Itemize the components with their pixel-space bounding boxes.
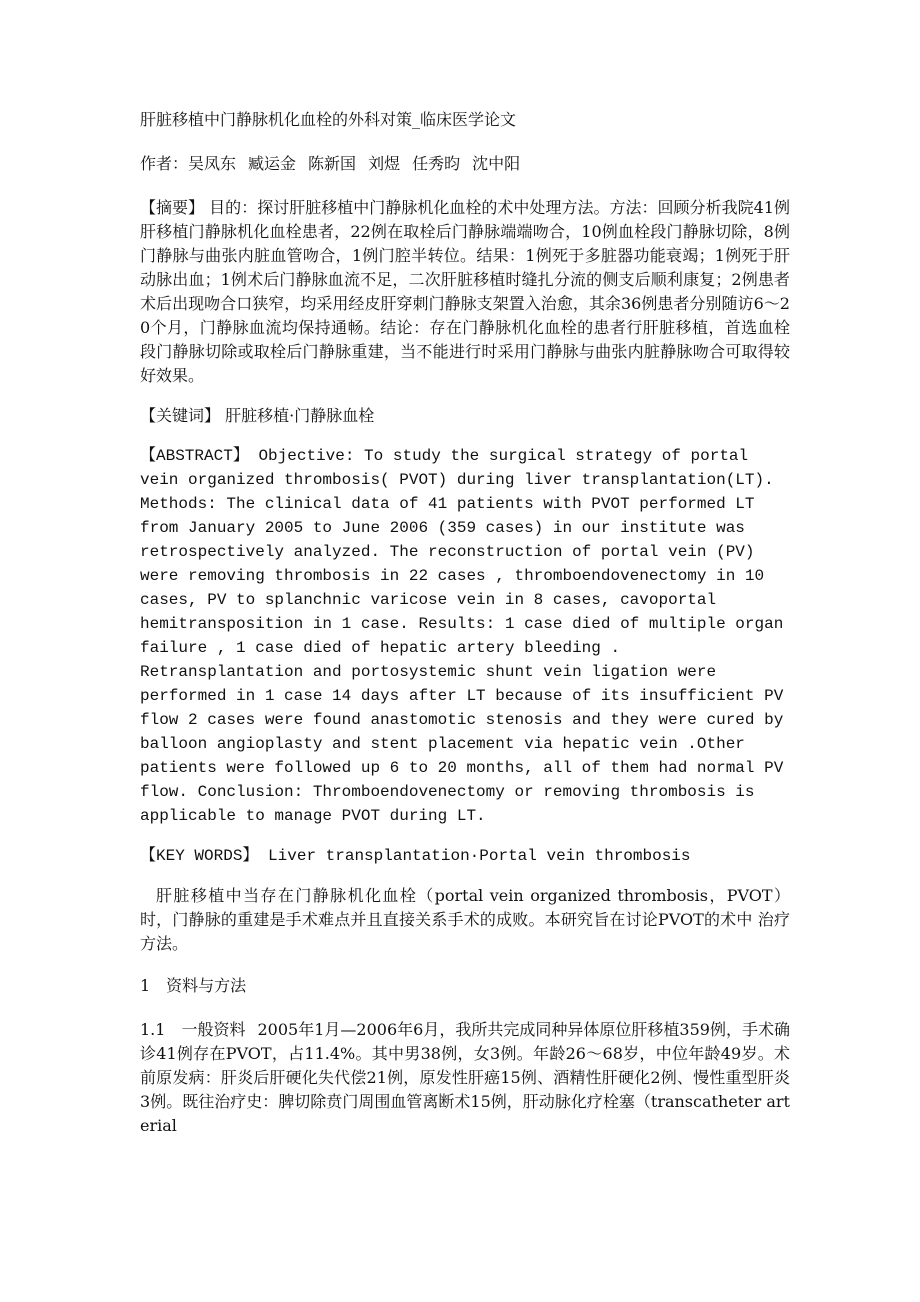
document-title: 肝脏移植中门静脉机化血栓的外科对策_临床医学论文 bbox=[140, 110, 517, 129]
keywords-en-label: 【KEY WORDS】 bbox=[140, 847, 259, 865]
author-name: 沈中阳 bbox=[472, 154, 521, 173]
keywords-en bbox=[140, 844, 790, 868]
keywords-en-text: Liver transplantation·Portal vein thrombosis bbox=[268, 847, 691, 865]
subsection-label: 1.1 一般资料 bbox=[140, 1020, 246, 1039]
author-name: 任秀昀 bbox=[412, 154, 461, 173]
author-name: 陈新国 bbox=[308, 154, 357, 173]
intro-paragraph: 肝脏移植中当存在门静脉机化血栓（portal vein organized thrombosis，PVOT）时，门静脉的重建是手术难点并且直接关系手术的成败。本研究旨在讨论PVOT的术中 治疗 方法。 bbox=[140, 886, 790, 953]
abstract-en-text: Objective: To study the surgical strategy of portal vein organized thrombosis( PVOT) during liver transplantation(LT). Methods: The clinical data of 41 patients with PVOT performed LT from January 2005 to June 2006 (359 cases) in our institute was retrospectively analyzed. The reconstruction of portal vein (PV) were removing thrombosis in 22 cases , thromboendovenectomy in 10 cases, PV to splanchnic varicose vein in 8 cases, cavoportal hemitransposition in 1 case. Results: 1 case died of multiple organ failure , 1 case died of hepatic artery bleeding . Retransplantation and portosystemic shunt vein ligation were performed in 1 case 14 days after LT because of its insufficient PV flow 2 cases were found anastomotic stenosis and they were cured by balloon angioplasty and stent placement via hepatic vein .Other patients were followed up 6 to 20 months, all of them had normal PV flow. Conclusion: Thromboendovenectomy or removing thrombosis is applicable to manage PVOT during LT. bbox=[140, 447, 784, 825]
subsection-paragraph bbox=[140, 1018, 790, 1138]
keywords-cn-text: 肝脏移植·门静脉血栓 bbox=[225, 406, 375, 425]
abstract-en-label: 【ABSTRACT】 bbox=[140, 447, 249, 465]
author-name: 吴凤东 bbox=[188, 154, 237, 173]
document-page bbox=[140, 108, 790, 1154]
abstract-cn-text: 目的：探讨肝脏移植中门静脉机化血栓的术中处理方法。方法：回顾分析我院41例肝移植门静脉机化血栓患者，22例在取栓后门静脉端端吻合，10例血栓段门静脉切除，8例门静脉与曲张内脏血管吻合，1例门腔半转位。结果：1例死于多脏器功能衰竭；1例死于肝动脉出血；1例术后门静脉血流不足，二次肝脏移植时缝扎分流的侧支后顺利康复；2例患者术后出现吻合口狭窄，均采用经皮肝穿刺门静脉支架置入治愈，其余36例患者分别随访6～20个月，门静脉血流均保持通畅。结论：存在门静脉机化血栓的患者行肝脏移植，首选血栓段门静脉切除或取栓后门静脉重建，当不能进行时采用门静脉与曲张内脏静脉吻合可取得较好效果。 bbox=[140, 198, 790, 385]
author-line bbox=[140, 152, 790, 176]
abstract-cn-label: 【摘要】 bbox=[140, 198, 205, 217]
section-heading: 1 资料与方法 bbox=[140, 976, 247, 995]
keywords-cn bbox=[140, 404, 790, 428]
abstract-en bbox=[140, 444, 790, 828]
subsection-text: 2005年1月—2006年6月，我所共完成同种异体原位肝移植359例，手术确诊41例存在PVOT，占11.4%。其中男38例，女3例。年龄26～68岁，中位年龄49岁。术前原发病：肝炎后肝硬化失代偿21例，原发性肝癌15例、酒精性肝硬化2例、慢性重型肝炎3例。既往治疗史：脾切除贲门周围血管离断术15例，肝动脉化疗栓塞（transcatheter arterial bbox=[140, 1020, 790, 1135]
author-label: 作者： bbox=[140, 154, 189, 173]
keywords-cn-label: 【关键词】 bbox=[140, 406, 221, 425]
abstract-cn bbox=[140, 196, 790, 388]
author-name: 刘煜 bbox=[368, 154, 401, 173]
author-name: 臧运金 bbox=[248, 154, 297, 173]
